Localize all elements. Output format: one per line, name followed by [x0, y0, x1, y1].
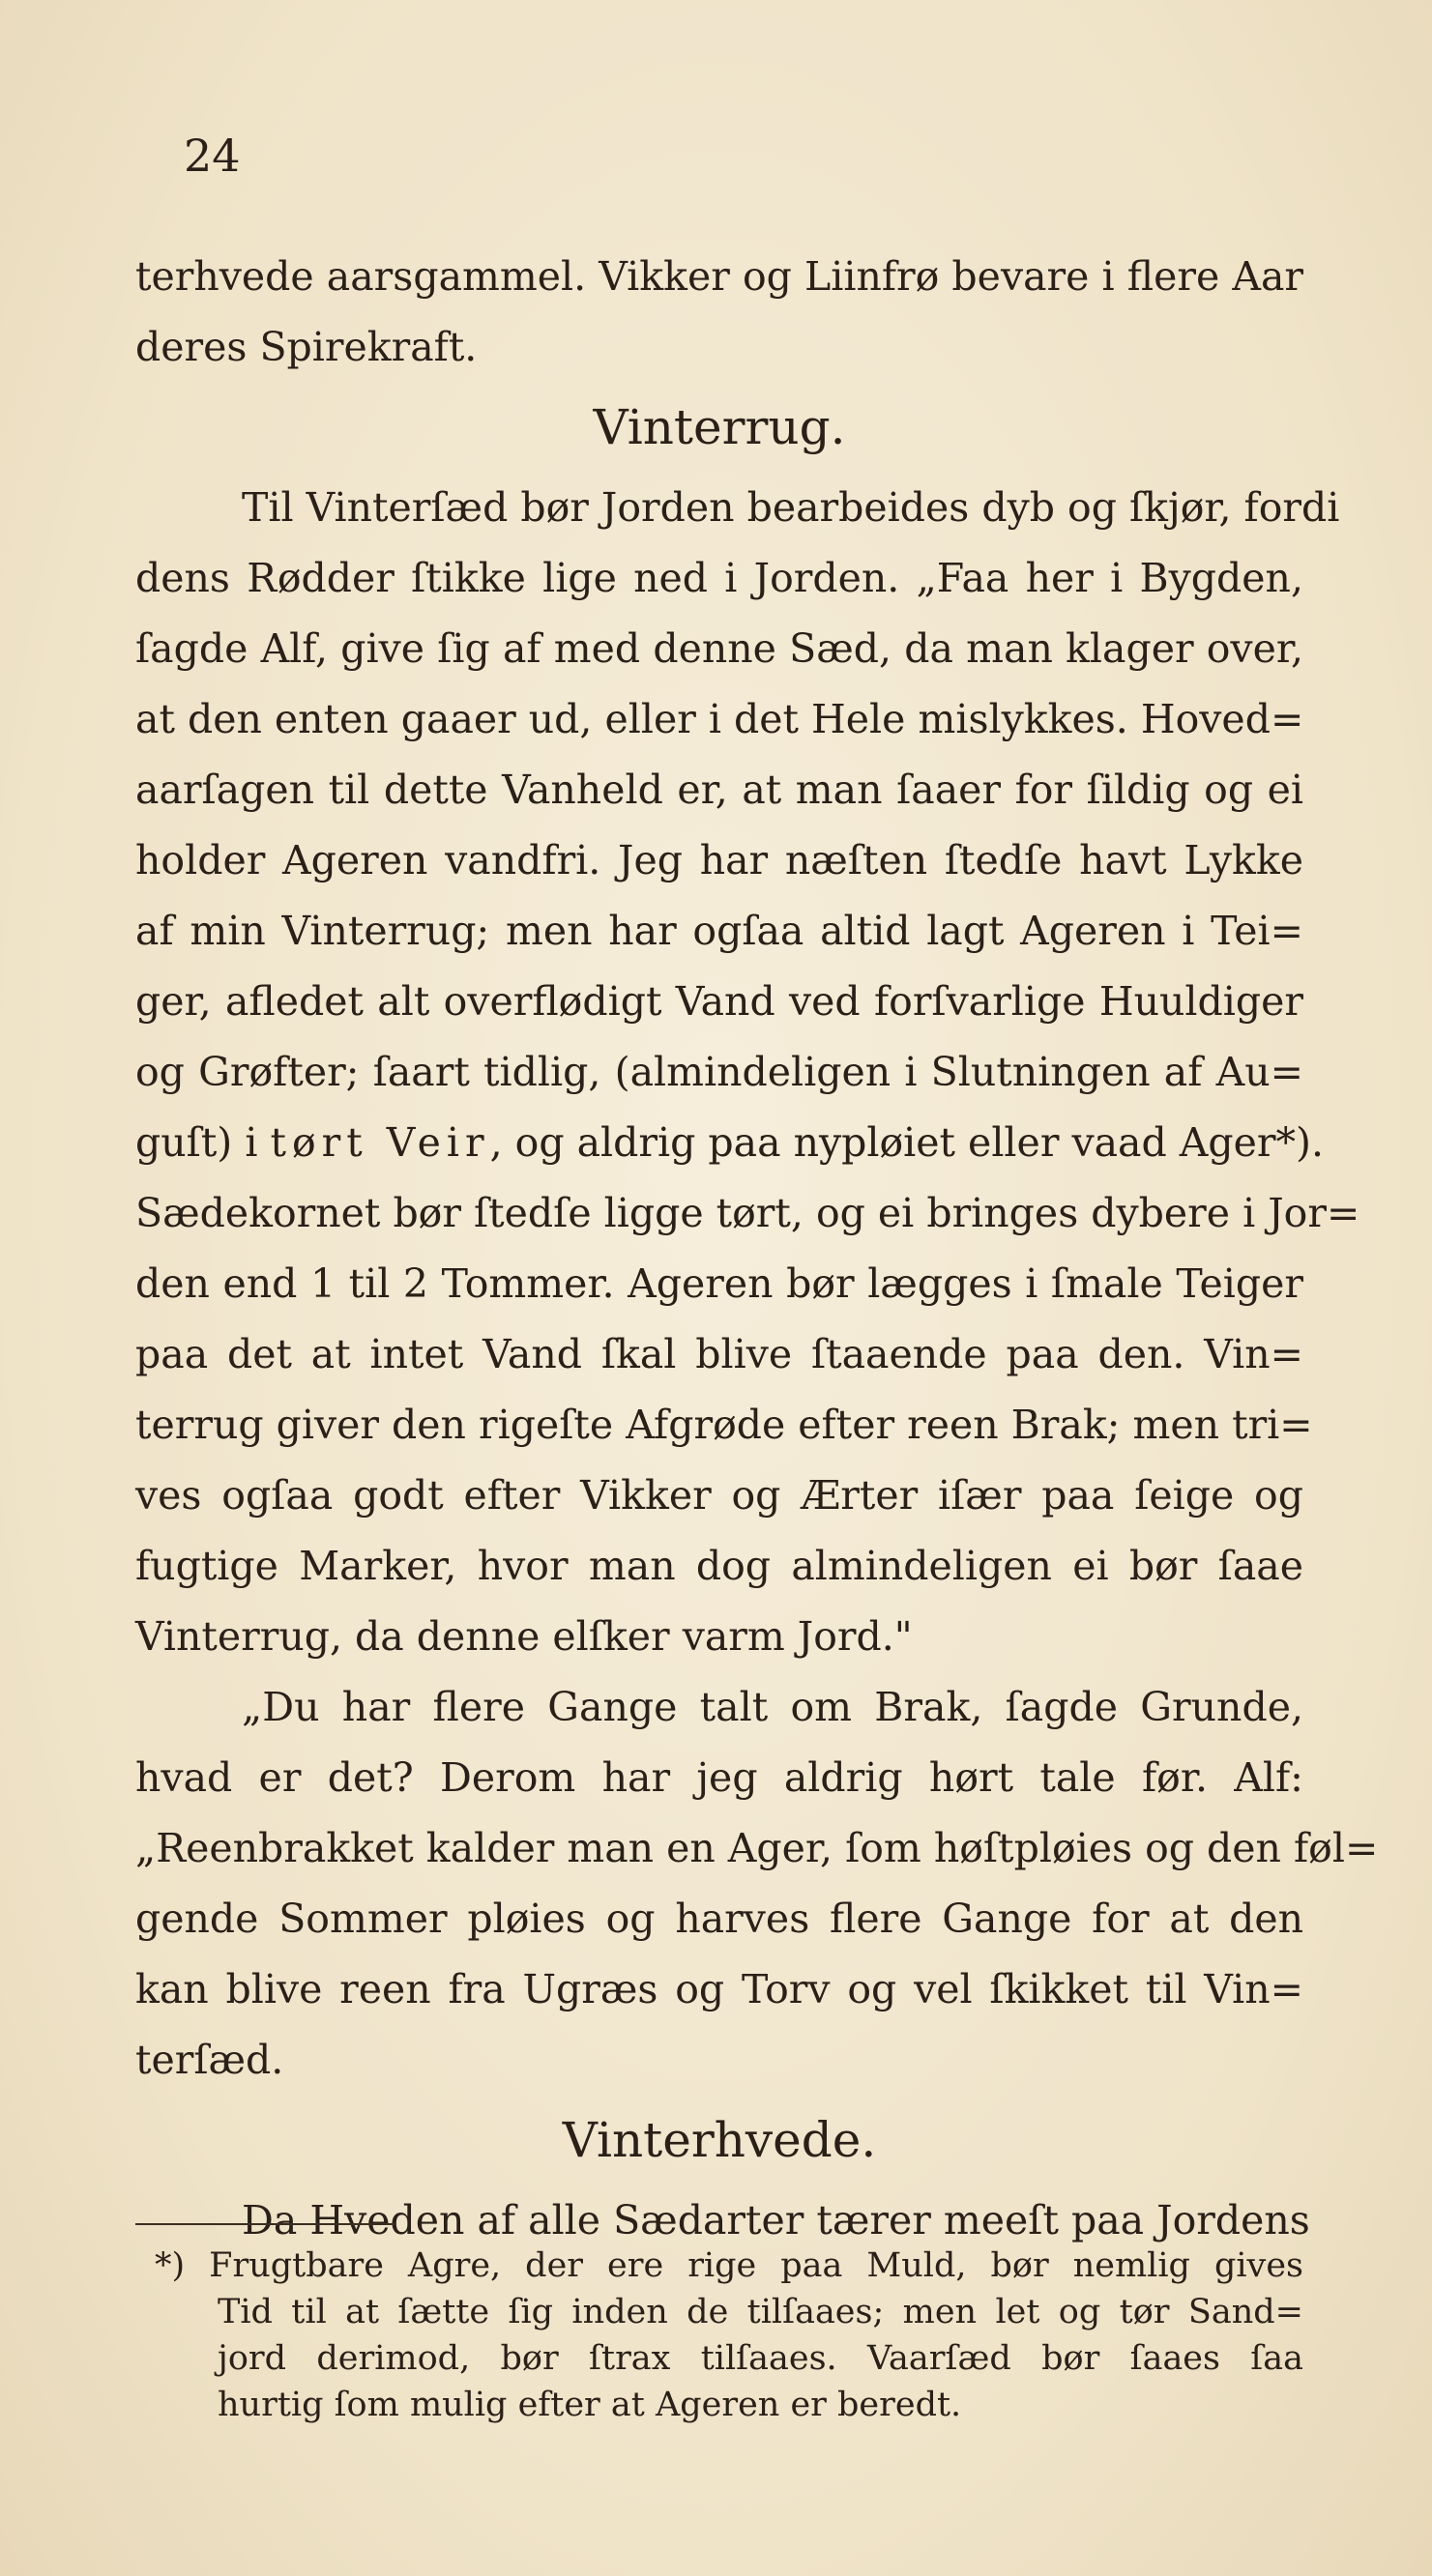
footnote-line: hurtig ſom mulig efter at Ageren er beredt.: [218, 2386, 962, 2424]
text-line: paa det at intet Vand ſkal blive ſtaaende paa den. Vin=: [135, 1331, 1303, 1377]
text-line: aarſagen til dette Vanheld er, at man ſaaer for ſildig og ei: [135, 767, 1303, 813]
text-line: Vinterrug, da denne elſker varm Jord.": [135, 1613, 913, 1660]
text-line: dens Rødder ſtikke lige ned i Jorden. „Faa her i Bygden,: [135, 555, 1303, 601]
text-line: Da Hveden af alle Sædarter tærer meeſt paa Jordens: [242, 2197, 1310, 2243]
text-line: ves ogſaa godt efter Vikker og Ærter iſær paa ſeige og: [135, 1472, 1303, 1519]
text-line: ger, afledet alt overflødigt Vand ved forſvarlige Huuldiger: [135, 978, 1303, 1025]
text-line: og Grøfter; ſaart tidlig, (almindeligen i Slutningen af Au=: [135, 1049, 1303, 1095]
body-text: [135, 242, 1379, 2256]
text-line: gende Sommer pløies og harves flere Gange for at den: [135, 1896, 1303, 1942]
text-line: Sædekornet bør ſtedſe ligge tørt, og ei bringes dybere i Jor=: [135, 1190, 1360, 1236]
text-line: den end 1 til 2 Tommer. Ageren bør lægges i ſmale Teiger: [135, 1260, 1303, 1307]
text-line: kan blive reen fra Ugræs og Torv og vel ſkikket til Vin=: [135, 1966, 1303, 2012]
text-fragment: Frugtbare Agre, der ere rige paa Muld, bør nemlig gives: [209, 2246, 1303, 2285]
text-line: ſagde Alf, give ſig af med denne Sæd, da man klager over,: [135, 625, 1303, 672]
text-line: hvad er det? Derom har jeg aldrig hørt tale før. Alf:: [135, 1754, 1303, 1801]
footnote-marker: *): [155, 2246, 186, 2285]
text-line: „Reenbrakket kalder man en Ager, ſom høſtpløies og den føl=: [135, 1825, 1379, 1871]
text-line: deres Spirekraft.: [135, 324, 478, 370]
section-heading-vinterrug: Vinterrug.: [593, 399, 846, 455]
page-number: 24: [184, 130, 241, 182]
text-line: terſæd.: [135, 2037, 284, 2083]
section-heading-vinterhvede: Vinterhvede.: [562, 2112, 877, 2168]
text-line: fugtige Marker, hvor man dog almindeligen ei bør ſaae: [135, 1543, 1303, 1589]
text-fragment: , og aldrig paa nypløiet eller vaad Ager*).: [489, 1119, 1325, 1166]
footnote: [135, 2243, 1303, 2428]
emphasized-text: tørt Veir: [270, 1119, 490, 1166]
text-line: „Du har flere Gange talt om Brak, ſagde Grunde,: [242, 1684, 1303, 1730]
footnote-divider: [135, 2223, 396, 2225]
text-line: Til Vinterſæd bør Jorden bearbeides dyb og ſkjør, fordi: [242, 484, 1340, 531]
text-fragment: guſt) i: [135, 1119, 271, 1166]
text-line: terrug giver den rigeſte Afgrøde efter reen Brak; men tri=: [135, 1402, 1313, 1448]
text-line: at den enten gaaer ud, eller i det Hele mislykkes. Hoved=: [135, 696, 1304, 742]
text-line: af min Vinterrug; men har ogſaa altid lagt Ageren i Tei=: [135, 908, 1303, 954]
text-line: [135, 1108, 1325, 1178]
footnote-line: jord derimod, bør ſtrax tilſaaes. Vaarſæd bør ſaaes ſaa: [218, 2339, 1303, 2378]
text-line: terhvede aarsgammel. Vikker og Liinfrø bevare i flere Aar: [135, 253, 1303, 300]
footnote-line: [135, 2243, 1303, 2289]
text-line: holder Ageren vandfri. Jeg har næſten ſtedſe havt Lykke: [135, 837, 1303, 883]
footnote-line: Tid til at ſætte ſig inden de tilſaaes; men let og tør Sand=: [218, 2293, 1303, 2331]
